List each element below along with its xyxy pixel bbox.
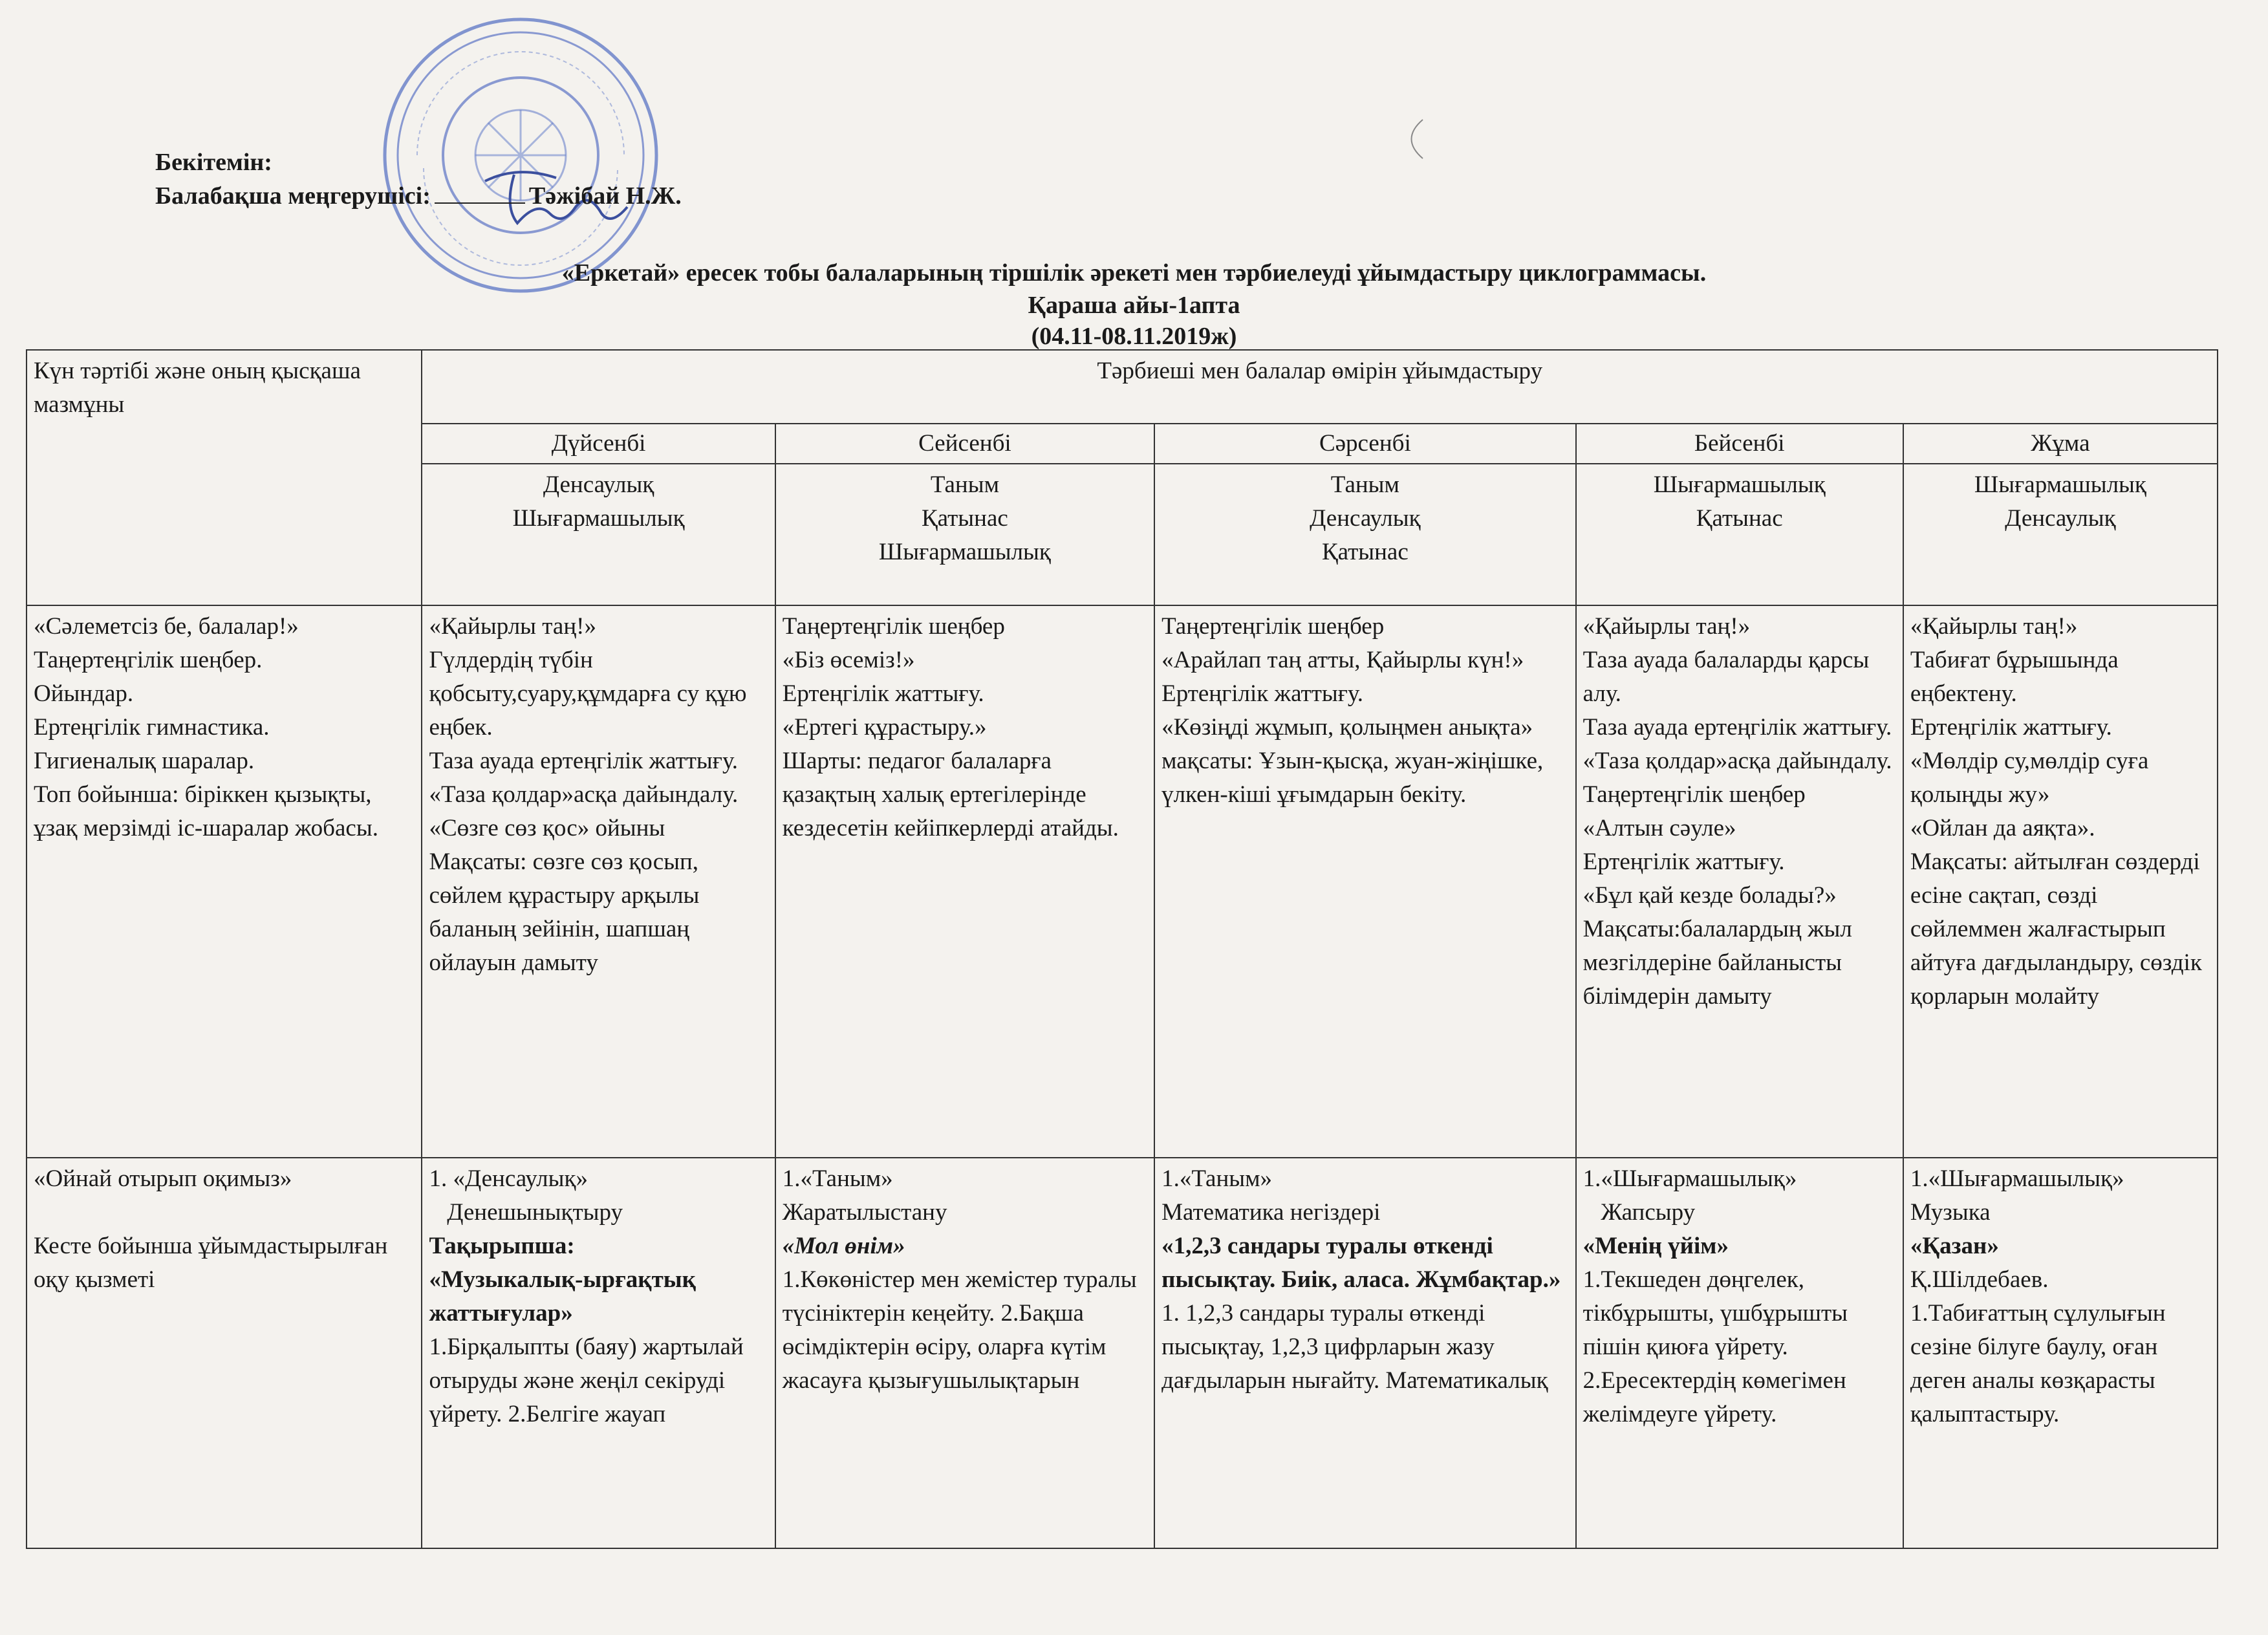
cell-lesson-wednesday xyxy=(1154,1158,1576,1548)
area-label: Шығармашылық xyxy=(512,505,685,532)
cell-line: Жапсыру xyxy=(1582,1199,1696,1226)
area-label: Шығармашылық xyxy=(1974,471,2146,498)
area-label: Таным xyxy=(1330,471,1399,498)
cell-line: Табиғат бұрышында еңбектену. xyxy=(1910,647,2119,707)
cell-line: 1.Текшеден дөңгелек, тікбұрышты, үшбұрышты пішін қиюға үйрету. xyxy=(1582,1266,1848,1360)
signature-line xyxy=(435,202,525,204)
cell-line: Жаратылыстану xyxy=(782,1199,947,1226)
table-row xyxy=(27,605,2218,1158)
area-label: Денсаулық xyxy=(543,471,654,498)
cell-line: 1.«Шығармашылық» xyxy=(1582,1165,1797,1192)
cell-line: 1. 1,2,3 сандары туралы өткенді пысықтау, 1,2,3 цифрларын жазу дағдыларын нығайту. Математикалық xyxy=(1161,1300,1548,1394)
group-header: Тәрбиеші мен балалар өмірін ұйымдастыру xyxy=(422,350,2218,424)
areas-wednesday xyxy=(1154,464,1576,605)
row-label-line: Гигиеналық шаралар. xyxy=(34,748,255,774)
cell-line: «Біз өсеміз!» xyxy=(782,647,915,673)
cell-line: «Мол өнім» xyxy=(782,1233,905,1259)
cell-line: 1.Табиғаттың сұлулығын сезіне білуге баулу, оған деген аналы көзқарасты қалыптастыру. xyxy=(1910,1300,2166,1427)
cell-line: Тақырыпша: xyxy=(429,1233,575,1259)
area-label: Шығармашылық xyxy=(878,539,1051,565)
cell-morning-thursday xyxy=(1576,605,1903,1158)
row-label-line: Таңертеңгілік шеңбер. xyxy=(34,647,263,673)
cell-morning-tuesday xyxy=(775,605,1154,1158)
cell-line: «1,2,3 сандары туралы өткенді пысықтау. Биік, аласа. Жұмбақтар.» xyxy=(1161,1233,1561,1293)
cell-line: «Таза қолдар»асқа дайындалу. xyxy=(1582,748,1892,774)
corner-header: Күн тәртібі және оның қысқаша мазмұны xyxy=(27,350,422,605)
row-label-morning xyxy=(27,605,422,1158)
day-thursday: Бейсенбі xyxy=(1576,424,1903,464)
cell-line: Мақсаты: айтылған сөздерді есіне сақтап, сөзді сөйлеммен жалғастырып айтуға дағдыландыру, сөздік қорларын молайту xyxy=(1910,849,2202,1010)
cell-line: Ертеңгілік жаттығу. xyxy=(782,680,984,707)
cell-morning-friday xyxy=(1903,605,2218,1158)
cyclogram-table xyxy=(26,349,2218,1549)
document-month: Қараша айы-1апта xyxy=(1028,292,1240,319)
document-dates: (04.11-08.11.2019ж) xyxy=(1031,323,1237,350)
row-label-line: «Сәлеметсіз бе, балалар!» xyxy=(34,613,299,640)
cell-line: «Қайырлы таң!» xyxy=(1910,613,2078,640)
area-label: Таным xyxy=(930,471,999,498)
pencil-mark xyxy=(1397,116,1436,162)
areas-tuesday xyxy=(775,464,1154,605)
day-friday: Жұма xyxy=(1903,424,2218,464)
cell-line: Шарты: педагог балаларға қазақтың халық ертегілерінде кездесетін кейіпкерлерді атайды. xyxy=(782,748,1119,841)
cell-line: Музыка xyxy=(1910,1199,1991,1226)
cell-line: «Алтын сәуле» xyxy=(1582,815,1736,841)
cell-lesson-monday xyxy=(422,1158,775,1548)
row-label-lesson xyxy=(27,1158,422,1548)
area-label: Денсаулық xyxy=(1310,505,1421,532)
day-tuesday: Сейсенбі xyxy=(775,424,1154,464)
cell-line: «Музыкалық-ырғақтық жаттығулар» xyxy=(429,1266,696,1326)
cell-line: «Сөзге сөз қос» ойыны xyxy=(429,815,665,841)
cell-line: 1.«Таным» xyxy=(1161,1165,1273,1192)
row-label-line: Ертеңгілік гимнастика. xyxy=(34,714,270,741)
cell-line: Таңертеңгілік шеңбер xyxy=(1582,781,1806,808)
cell-line: «Мөлдір су,мөлдір суға қолыңды жу» xyxy=(1910,748,2149,808)
cell-line: Таза ауада ертеңгілік жаттығу. xyxy=(429,748,739,774)
table-row xyxy=(27,1158,2218,1548)
cell-line: Математика негіздері xyxy=(1161,1199,1381,1226)
approval-line1: Бекітемін: xyxy=(155,149,272,176)
cell-line: Ертеңгілік жаттығу. xyxy=(1161,680,1363,707)
area-label: Шығармашылық xyxy=(1653,471,1826,498)
areas-monday xyxy=(422,464,775,605)
area-label: Қатынас xyxy=(1696,505,1783,532)
area-label: Қатынас xyxy=(921,505,1008,532)
cell-line: Денешынықтыру xyxy=(429,1199,623,1226)
row-label-line: Ойындар. xyxy=(34,680,134,707)
areas-thursday xyxy=(1576,464,1903,605)
cell-line: «Таза қолдар»асқа дайындалу. xyxy=(429,781,739,808)
cell-line: Таза ауада балаларды қарсы алу. xyxy=(1582,647,1870,707)
cell-line: 1.«Шығармашылық» xyxy=(1910,1165,2124,1192)
cell-line: Таңертеңгілік шеңбер xyxy=(782,613,1005,640)
approval-line2 xyxy=(155,179,682,213)
cell-line: 1.«Таным» xyxy=(782,1165,893,1192)
cell-line: Мақсаты: сөзге сөз қосып, сөйлем құрастыру арқылы баланың зейінін, шапшаң ойлауын дамыту xyxy=(429,849,700,976)
cell-line: «Қайырлы таң!» xyxy=(429,613,596,640)
row-label-line: «Ойнай отырып оқимыз» xyxy=(34,1165,292,1192)
cell-line: мақсаты: Ұзын-қысқа, жуан-жіңішке, үлкен-кіші ұғымдарын бекіту. xyxy=(1161,748,1544,808)
cell-line: 1.Бірқалыпты (баяу) жартылай отыруды және жеңіл секіруді үйрету. 2.Белгіге жауап xyxy=(429,1334,744,1427)
cell-line: «Арайлап таң атты, Қайырлы күн!» xyxy=(1161,647,1524,673)
day-monday: Дүйсенбі xyxy=(422,424,775,464)
cell-line: Таза ауада ертеңгілік жаттығу. xyxy=(1582,714,1892,741)
cell-line: «Бұл қай кезде болады?» xyxy=(1582,882,1837,909)
approval-head-label: Балабақша меңгерушісі: xyxy=(155,182,431,210)
cell-line: «Менің үйім» xyxy=(1582,1233,1729,1259)
row-label-line: Топ бойынша: біріккен қызықты, ұзақ мерзімді іс-шаралар жобасы. xyxy=(34,781,378,841)
row-label-line: Кесте бойынша ұйымдастырылған оқу қызметі xyxy=(34,1233,388,1293)
cell-line: Гүлдердің түбін қобсыту,суару,құмдарға су құю еңбек. xyxy=(429,647,747,741)
cell-line: «Көзіңді жұмып, қолыңмен анықта» xyxy=(1161,714,1533,741)
approval-block xyxy=(155,146,682,213)
area-label: Денсаулық xyxy=(2005,505,2116,532)
cell-lesson-thursday xyxy=(1576,1158,1903,1548)
cell-line: 1.Көкөністер мен жемістер туралы түсініктерін кеңейту. 2.Бақша өсімдіктерін өсіру, оларға күтім жасауға қызығушылықтарын xyxy=(782,1266,1137,1394)
cell-line: «Қазан» xyxy=(1910,1233,1999,1259)
cell-morning-wednesday xyxy=(1154,605,1576,1158)
cell-line: Таңертеңгілік шеңбер xyxy=(1161,613,1385,640)
cell-line: 2.Ересектердің көмегімен желімдеуге үйрету. xyxy=(1582,1367,1846,1427)
cell-morning-monday xyxy=(422,605,775,1158)
document-title: «Еркетай» ересек тобы балаларының тіршілік әрекеті мен тәрбиелеуді ұйымдастыру циклограммасы. xyxy=(561,259,1707,287)
areas-friday xyxy=(1903,464,2218,605)
spacer xyxy=(34,1196,415,1229)
cell-line: Ертеңгілік жаттығу. xyxy=(1910,714,2112,741)
cell-lesson-friday xyxy=(1903,1158,2218,1548)
cell-line: «Ертегі құрастыру.» xyxy=(782,714,987,741)
cell-line: «Ойлан да аяқта». xyxy=(1910,815,2095,841)
approval-name: Тәжібай Н.Ж. xyxy=(528,182,682,210)
cell-line: Қ.Шілдебаев. xyxy=(1910,1266,2049,1293)
cell-line: Ертеңгілік жаттығу. xyxy=(1582,849,1785,875)
cell-line: Мақсаты:балалардың жыл мезгілдеріне байланысты білімдерін дамыту xyxy=(1582,916,1852,1010)
area-label: Қатынас xyxy=(1321,539,1409,565)
cell-line: «Қайырлы таң!» xyxy=(1582,613,1751,640)
cell-line: 1. «Денсаулық» xyxy=(429,1165,588,1192)
day-wednesday: Сәрсенбі xyxy=(1154,424,1576,464)
cell-lesson-tuesday xyxy=(775,1158,1154,1548)
